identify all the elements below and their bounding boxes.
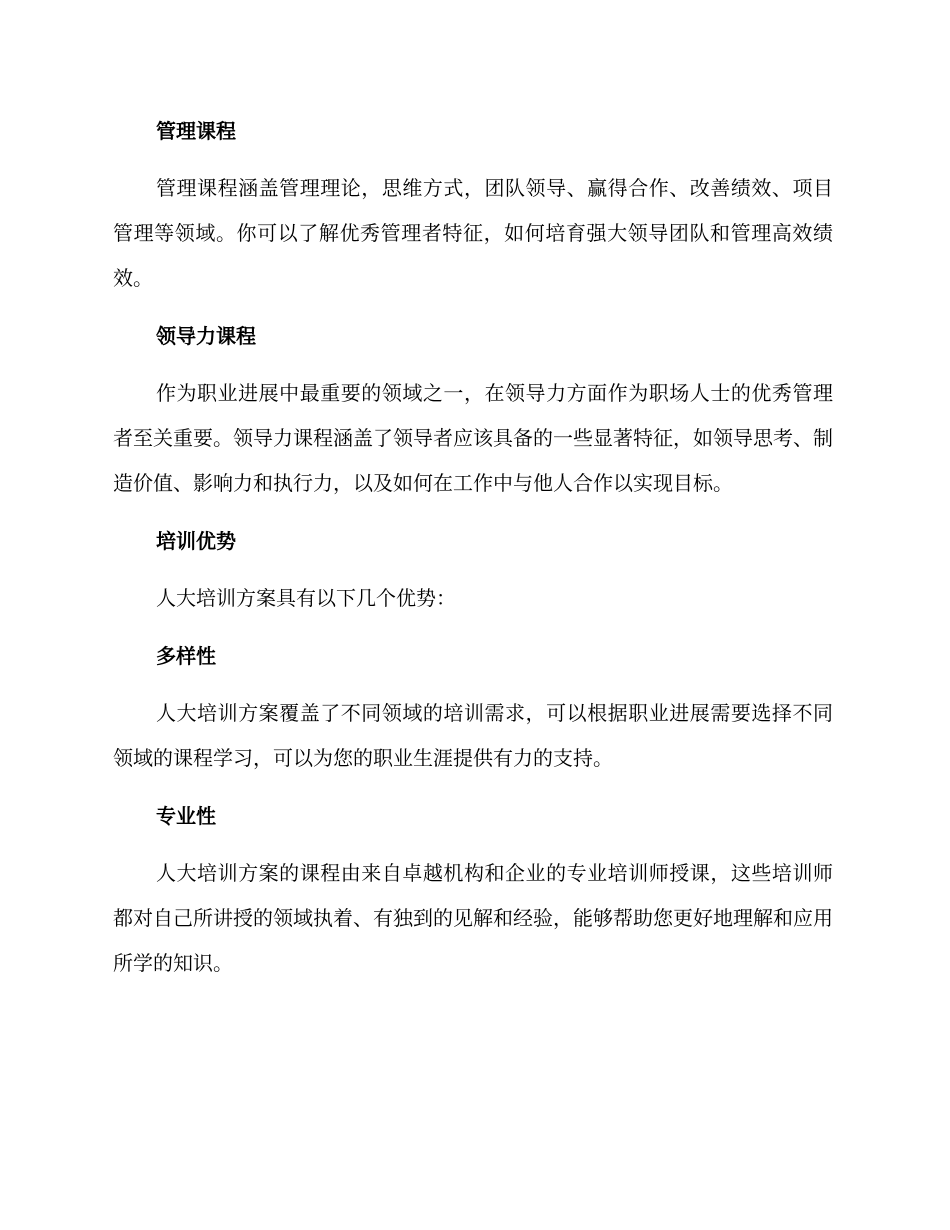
diversity-heading: 多样性 xyxy=(156,644,216,668)
professionalism-heading: 专业性 xyxy=(156,804,216,828)
leadership-course-paragraph: 作为职业进展中最重要的领域之一，在领导力方面作为职场人士的优秀管理者至关重要。领导力课程涵盖了领导者应该具备的一些显著特征，如领导思考、制造价值、影响力和执行力，以及如何在工作中与他人合作以实现目标。 xyxy=(113,381,833,495)
leadership-course-heading: 领导力课程 xyxy=(156,324,256,348)
management-course-paragraph: 管理课程涵盖管理理论，思维方式，团队领导、赢得合作、改善绩效、项目管理等领域。你可以了解优秀管理者特征，如何培育强大领导团队和管理高效绩效。 xyxy=(113,176,833,290)
management-course-heading: 管理课程 xyxy=(156,119,236,143)
professionalism-paragraph: 人大培训方案的课程由来自卓越机构和企业的专业培训师授课，这些培训师都对自己所讲授的领域执着、有独到的见解和经验，能够帮助您更好地理解和应用所学的知识。 xyxy=(113,861,833,975)
training-advantages-heading: 培训优势 xyxy=(156,529,236,553)
diversity-paragraph: 人大培训方案覆盖了不同领域的培训需求，可以根据职业进展需要选择不同领域的课程学习，可以为您的职业生涯提供有力的支持。 xyxy=(113,701,833,770)
document-body xyxy=(113,108,833,998)
training-advantages-paragraph: 人大培训方案具有以下几个优势： xyxy=(156,586,456,610)
